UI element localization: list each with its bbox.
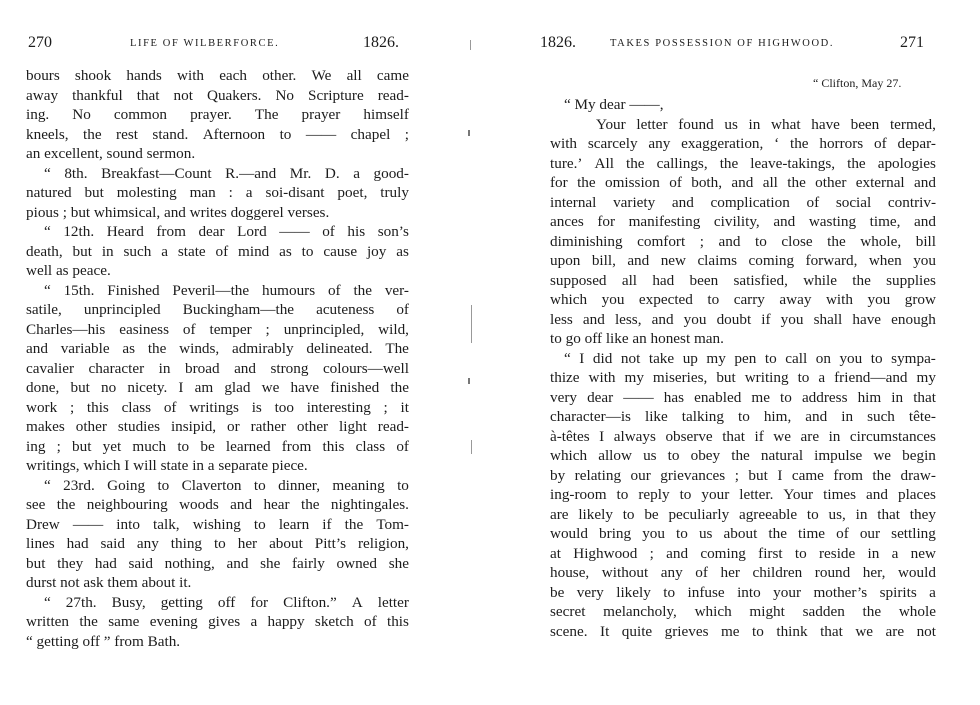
right-text-line: thize with my miseries, but writing to a friend—and my (550, 369, 936, 386)
left-text-line: written the same evening gives a happy sketch of this (26, 613, 409, 630)
gutter-mark (468, 378, 470, 384)
right-page (490, 0, 980, 705)
gutter-mark (471, 440, 472, 454)
right-text-line: at Highwood ; and coming first to reside in a new (550, 544, 936, 562)
left-text-line: work ; this class of writings is too interesting ; it (26, 398, 409, 416)
left-page (0, 0, 470, 705)
left-running-title: LIFE OF WILBERFORCE. (130, 38, 280, 49)
right-text-line: are likely to be peculiarly agreeable to us, in that they (550, 505, 936, 523)
right-text-line: scene. It quite grieves me to think that we are not (550, 622, 936, 640)
right-page-header (490, 30, 980, 56)
right-text-line: supposed all had been satisfied, while the supplies (550, 271, 936, 289)
right-text-line: which you expected to carry away with you grow (550, 291, 936, 308)
left-text-line: Drew —— into talk, wishing to learn if the Tom- (26, 515, 409, 533)
right-text-line: character—is like talking to him, and in such tête- (550, 408, 936, 425)
left-text-line: an excellent, sound sermon. (26, 145, 196, 162)
left-text-line: “ 15th. Finished Peveril—the humours of the ver- (44, 281, 409, 299)
right-text-line: secret melancholy, which might sadden the whole (550, 603, 936, 620)
left-text-line: bours shook hands with each other. We all came (26, 67, 409, 84)
right-text-line: à-têtes I always observe that if we are in circumstances (550, 427, 936, 445)
right-text-line: by relating our grievances ; but I came from the draw- (550, 466, 936, 484)
right-text-line: “ My dear ——, (564, 96, 664, 113)
left-text-line: kneels, the rest stand. Afternoon to —— chapel ; (26, 125, 409, 143)
left-text-line: ing. No common prayer. The prayer himself (26, 106, 409, 123)
left-text-line: “ 12th. Heard from dear Lord —— of his son’s (44, 223, 409, 240)
left-text-line: makes other studies insipid, or rather other light read- (26, 418, 409, 435)
left-text-line: natured but molesting man : a soi-disant poet, truly (26, 184, 409, 201)
left-text-line: lines had said any thing to her about Pitt’s religion, (26, 535, 409, 552)
right-text-line: ing-room to reply to your letter. Your times and places (550, 486, 936, 503)
left-text-line: satile, unprincipled Buckingham—the acuteness of (26, 301, 409, 318)
gutter-mark (470, 40, 471, 50)
left-text-line: done, but no nicety. I am glad we have finished the (26, 379, 409, 396)
gutter-mark (468, 130, 470, 136)
left-text-line: “ 8th. Breakfast—Count R.—and Mr. D. a good- (44, 164, 409, 182)
right-text-line: upon bill, and new claims coming forward, when you (550, 252, 936, 269)
left-text-line: and variable as the winds, admirably delineated. The (26, 340, 409, 357)
right-text-line: internal variety and complication of social contriv- (550, 193, 936, 211)
left-text-line: see the neighbouring woods and hear the nightingales. (26, 496, 409, 513)
right-text-line: for the omission of both, and all the other external and (550, 174, 936, 191)
left-text-line: away thankful that not Quakers. No Scripture read- (26, 86, 409, 104)
left-text-line: “ 23rd. Going to Claverton to dinner, meaning to (44, 476, 409, 494)
left-text-line: “ getting off ” from Bath. (26, 632, 181, 650)
left-text-line: ing ; but yet much to be learned from this class of (26, 437, 409, 455)
left-text-line: but they had said nothing, and she fairly owned she (26, 554, 409, 572)
right-running-title: TAKES POSSESSION OF HIGHWOOD. (610, 38, 835, 49)
right-text-line: less and less, and you doubt if you shall have enough (550, 310, 936, 328)
left-text-line: death, but in such a state of mind as to cause joy as (26, 242, 409, 260)
right-text-line: house, without any of her children round her, would (550, 564, 936, 581)
right-text-line: “ I did not take up my pen to call on you to sympa- (564, 349, 936, 367)
right-text-line: to go off like an honest man. (550, 330, 724, 347)
right-text-line: would bring you to us about the time of our settling (550, 525, 936, 542)
left-text-line: writings, which I will state in a separate piece. (26, 457, 308, 474)
right-text-line: with scarcely any exaggeration, ‘ the horrors of depar- (550, 135, 936, 152)
left-text-line: Charles—his easiness of temper ; unprincipled, wild, (26, 320, 409, 338)
left-text-line: “ 27th. Busy, getting off for Clifton.” A letter (44, 593, 409, 611)
gutter-mark (471, 305, 472, 343)
letter-dateline: “ Clifton, May 27. (813, 76, 902, 90)
right-text-line: Your letter found us in what have been termed, (596, 115, 936, 133)
left-text-line: well as peace. (26, 262, 111, 279)
right-text-line: very dear —— has enabled me to address him in that (550, 388, 936, 406)
left-text-line: durst not ask them about it. (26, 574, 192, 591)
left-text-line: cavalier character in broad and strong colours—well (26, 359, 409, 377)
right-page-number: 271 (900, 34, 924, 51)
left-text-line: pious ; but whimsical, and writes doggerel verses. (26, 203, 330, 221)
left-header-year: 1826. (363, 34, 399, 51)
right-text-line: ture.’ All the callings, the leave-takings, the apologies (550, 154, 936, 172)
left-page-header (0, 30, 470, 56)
left-page-number: 270 (28, 34, 52, 51)
right-header-year: 1826. (540, 34, 576, 51)
right-text-line: diminishing comfort ; and to close the whole, bill (550, 232, 936, 250)
right-text-line: which allow us to obey the natural impulse we begin (550, 447, 936, 464)
right-text-line: ances for manifesting civility, and wasting time, and (550, 213, 936, 230)
right-text-line: be very likely to infuse into your mother’s spirits a (550, 583, 936, 601)
